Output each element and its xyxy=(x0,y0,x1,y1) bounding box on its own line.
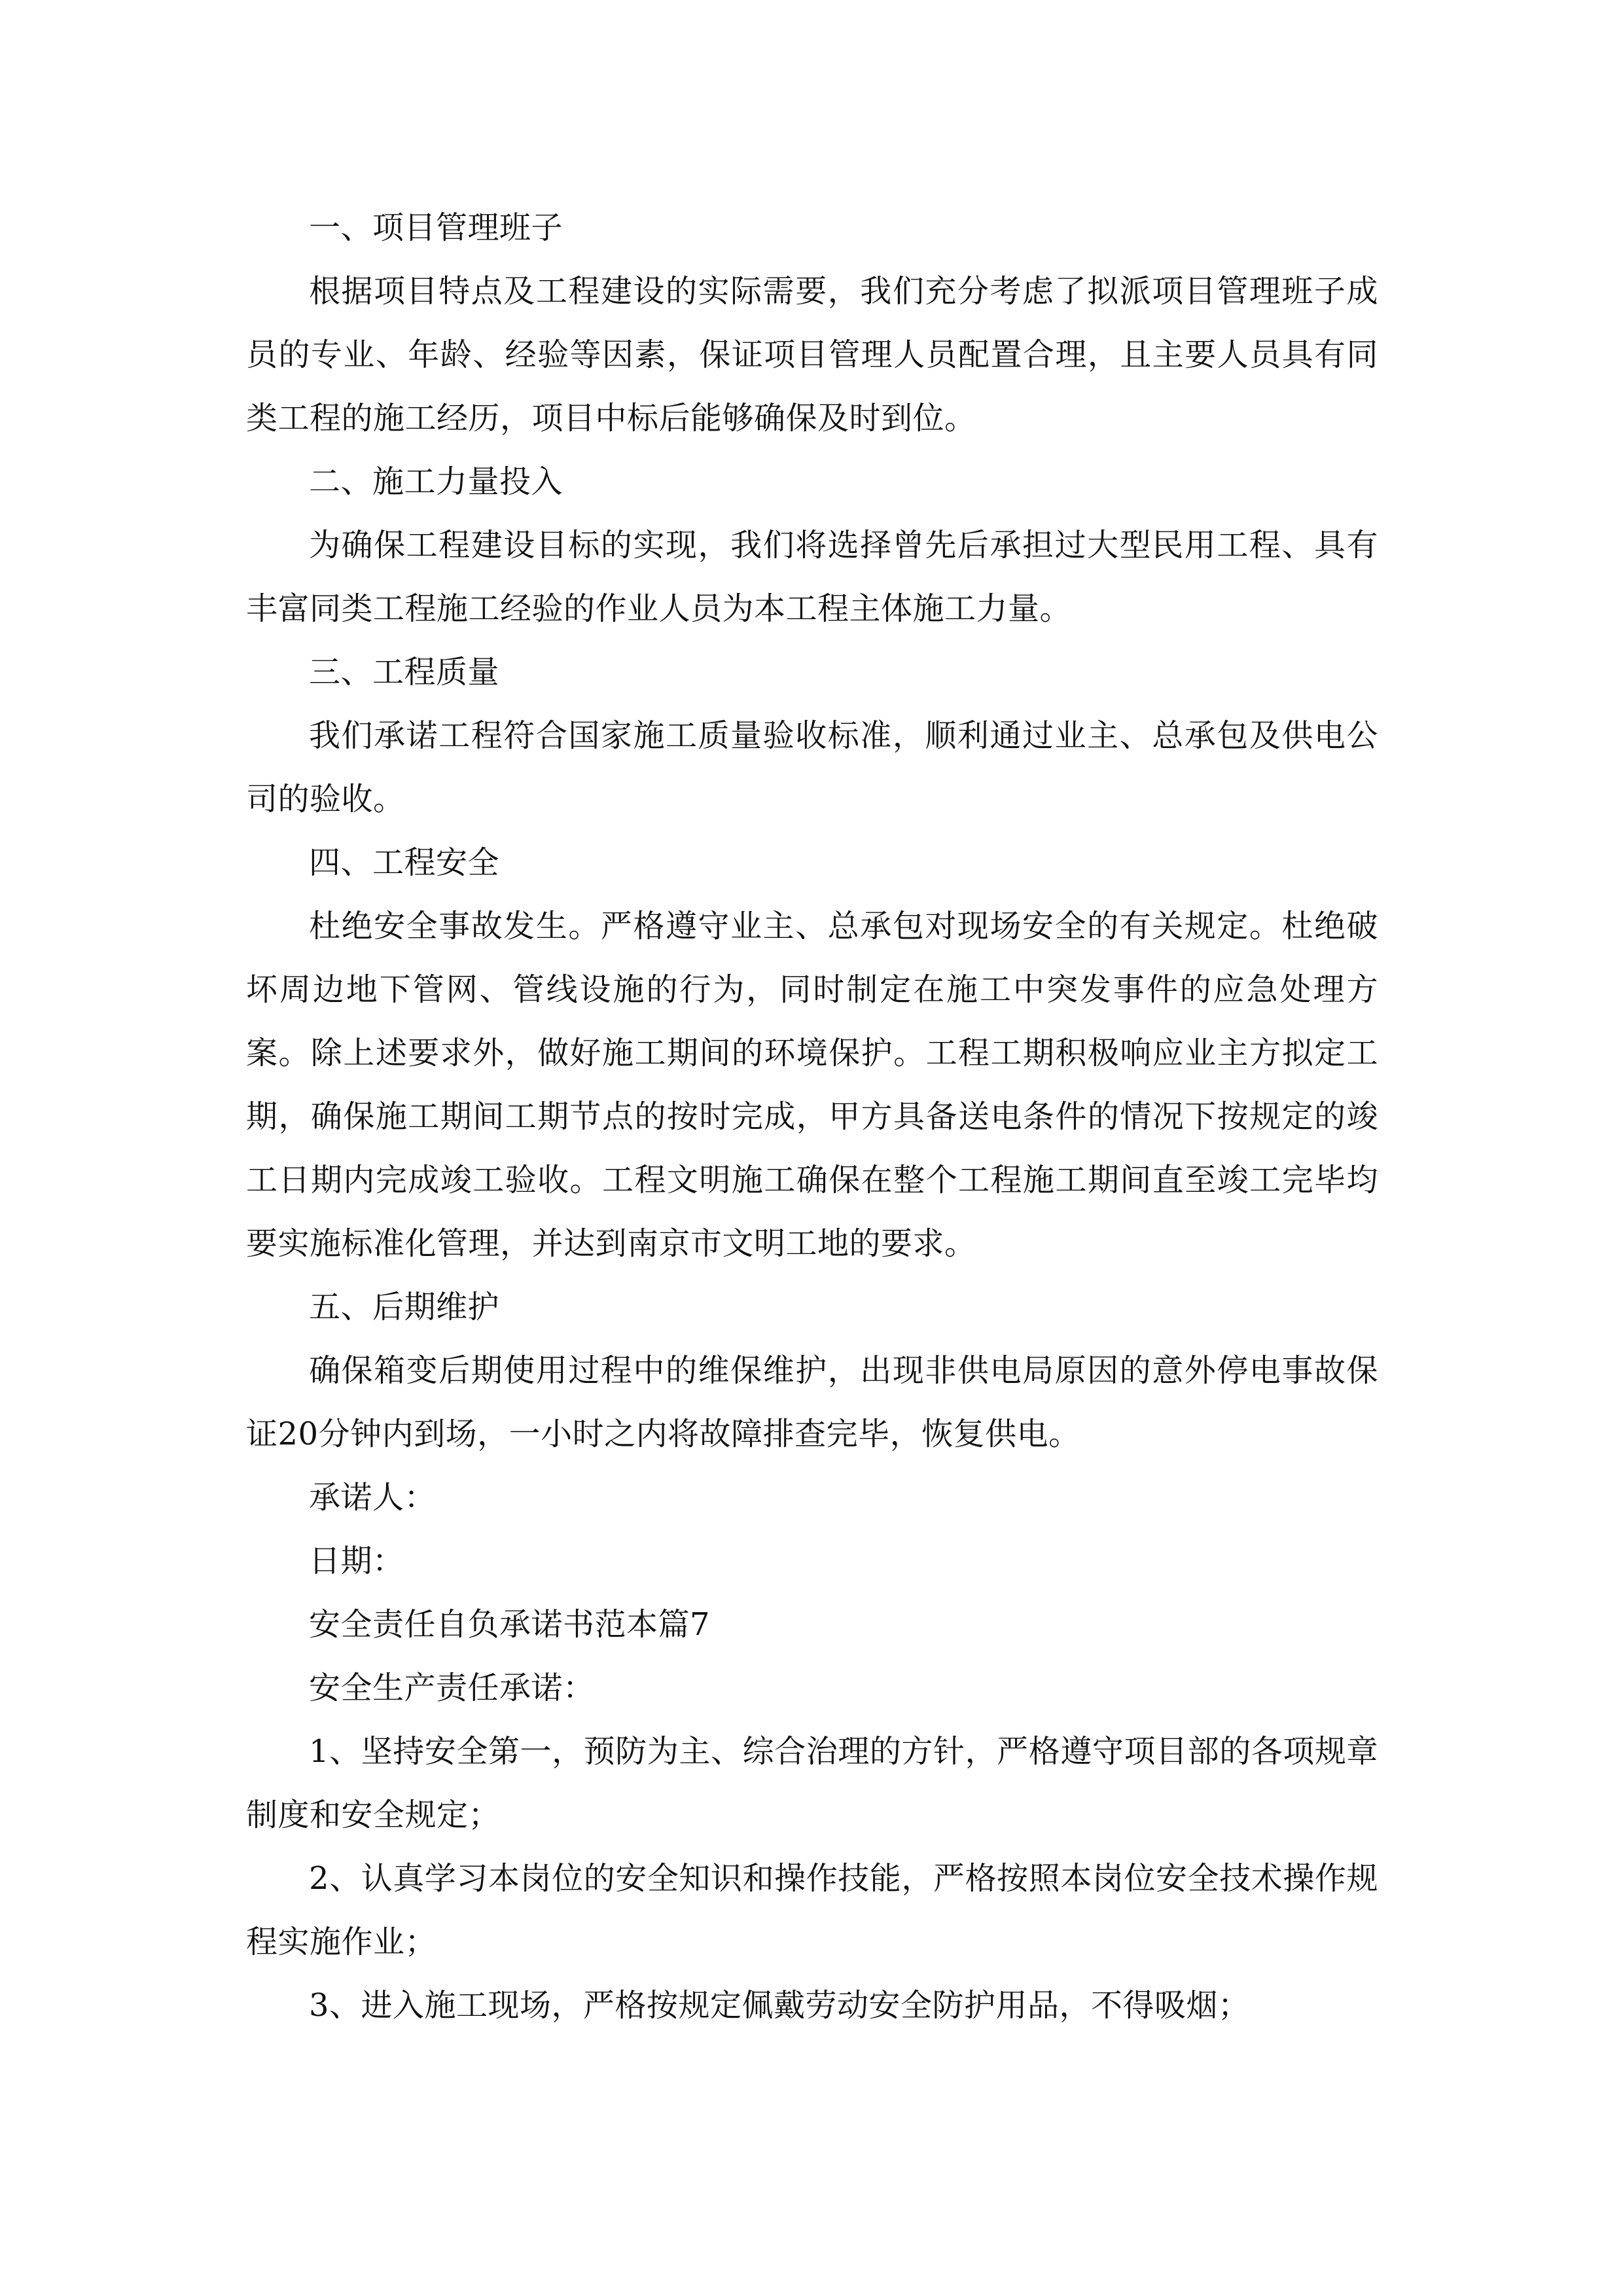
document-body xyxy=(246,196,1378,2037)
paragraph: 我们承诺工程符合国家施工质量验收标准，顺利通过业主、总承包及供电公司的验收。 xyxy=(246,717,1378,817)
section-heading-5: 五、后期维护 xyxy=(309,1289,500,1325)
list-item: 1、坚持安全第一，预防为主、综合治理的方针，严格遵守项目部的各项规章制度和安全规定； xyxy=(246,1733,1378,1833)
section-heading-2: 二、施工力量投入 xyxy=(309,463,563,500)
paragraph: 杜绝安全事故发生。严格遵守业主、总承包对现场安全的有关规定。杜绝破坏周边地下管网、管线设施的行为，同时制定在施工中突发事件的应急处理方案。除上述要求外，做好施工期间的环境保护。工程工期积极响应业主方拟定工期，确保施工期间工期节点的按时完成，甲方具备送电条件的情况下按规定的竣工日期内完成竣工验收。工程文明施工确保在整个工程施工期间直至竣工完毕均要实施标准化管理，并达到南京市文明工地的要求。 xyxy=(246,908,1378,1262)
list-item: 3、进入施工现场，严格按规定佩戴劳动安全防护用品，不得吸烟； xyxy=(309,1987,1250,2024)
paragraph: 为确保工程建设目标的实现，我们将选择曾先后承担过大型民用工程、具有丰富同类工程施工经验的作业人员为本工程主体施工力量。 xyxy=(246,527,1378,627)
commitment-heading: 安全生产责任承诺： xyxy=(309,1670,595,1706)
date-line: 日期： xyxy=(309,1543,404,1579)
list-item: 2、认真学习本岗位的安全知识和操作技能，严格按照本岗位安全技术操作规程实施作业； xyxy=(246,1860,1378,1960)
signature-line: 承诺人： xyxy=(309,1479,437,1516)
section-heading-1: 一、项目管理班子 xyxy=(309,209,563,246)
paragraph: 确保箱变后期使用过程中的维保维护，出现非供电局原因的意外停电事故保证20分钟内到场，一小时之内将故障排查完毕，恢复供电。 xyxy=(246,1352,1378,1452)
section-heading-4: 四、工程安全 xyxy=(309,844,500,881)
paragraph: 根据项目特点及工程建设的实际需要，我们充分考虑了拟派项目管理班子成员的专业、年龄、经验等因素，保证项目管理人员配置合理，且主要人员具有同类工程的施工经历，项目中标后能够确保及时到位。 xyxy=(246,273,1378,437)
section-heading-3: 三、工程质量 xyxy=(309,654,500,691)
document-subtitle: 安全责任自负承诺书范本篇7 xyxy=(309,1606,711,1643)
